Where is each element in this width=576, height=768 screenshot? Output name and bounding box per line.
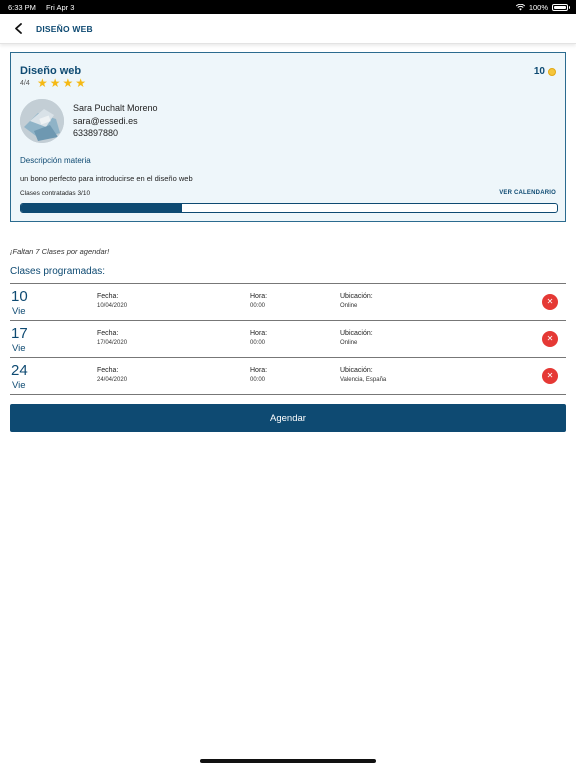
delete-class-button[interactable]	[542, 294, 558, 310]
class-row	[10, 321, 566, 358]
avatar-image	[20, 99, 64, 143]
teacher-phone: 633897880	[73, 128, 119, 138]
time-label: Hora:	[250, 293, 268, 300]
date-value: 10/04/2020	[97, 303, 128, 309]
time-value: 00:00	[250, 303, 266, 309]
home-indicator	[200, 759, 376, 763]
close-icon: ✕	[546, 334, 554, 343]
class-day-number: 24	[11, 362, 28, 379]
time-value: 00:00	[250, 377, 266, 383]
date-label: Fecha:	[97, 330, 119, 337]
status-bar	[0, 0, 576, 14]
avatar	[20, 99, 64, 143]
star-icon: ★	[62, 76, 74, 90]
date-label: Fecha:	[97, 293, 119, 300]
star-icon: ★	[49, 76, 61, 90]
credits-badge	[534, 66, 556, 77]
progress-fill	[21, 204, 182, 212]
credits-value: 10	[533, 66, 545, 77]
class-row	[10, 284, 566, 321]
star-icon: ★	[37, 76, 48, 90]
schedule-button[interactable]: Agendar	[10, 404, 566, 432]
classes-list	[10, 283, 566, 395]
remaining-classes-text: ¡Faltan 7 Clases por agendar!	[10, 247, 110, 256]
back-button[interactable]	[10, 21, 26, 37]
description-text: un bono perfecto para introducirse en el diseño web	[20, 174, 193, 183]
class-weekday: Vie	[12, 306, 26, 317]
class-weekday: Vie	[12, 380, 26, 391]
delete-class-button[interactable]	[542, 368, 558, 384]
wifi-icon	[516, 4, 525, 11]
progress-label: Clases contratadas 3/10	[20, 190, 91, 197]
location-value: Valencia, España	[340, 377, 387, 383]
status-right	[516, 3, 568, 12]
class-day-number: 17	[11, 325, 28, 342]
status-date: Fri Apr 3	[46, 2, 75, 12]
time-label: Hora:	[250, 330, 268, 337]
battery-percent: 100%	[528, 2, 548, 12]
chevron-left-icon	[14, 23, 23, 34]
date-value: 17/04/2020	[97, 340, 128, 346]
teacher-name: Sara Puchalt Moreno	[73, 103, 158, 113]
delete-class-button[interactable]	[542, 331, 558, 347]
description-label: Descripción materia	[20, 156, 91, 165]
status-left	[8, 3, 82, 12]
class-day-number: 10	[11, 288, 28, 305]
teacher-email: sara@essedi.es	[73, 116, 138, 126]
location-label: Ubicación:	[340, 367, 373, 374]
close-icon: ✕	[546, 371, 554, 380]
location-value: Online	[340, 340, 358, 346]
close-icon: ✕	[546, 297, 554, 306]
time-value: 00:00	[250, 340, 266, 346]
course-card	[10, 52, 566, 222]
class-weekday: Vie	[12, 343, 26, 354]
battery-icon	[552, 4, 568, 11]
nav-bar	[0, 14, 576, 44]
classes-section-title: Clases programadas:	[10, 266, 106, 277]
coin-icon	[548, 68, 556, 76]
page-title: DISEÑO WEB	[36, 23, 93, 34]
class-row	[10, 358, 566, 395]
time-label: Hora:	[250, 367, 268, 374]
location-label: Ubicación:	[340, 293, 373, 300]
rating-stars	[37, 77, 86, 89]
view-calendar-link[interactable]: VER CALENDARIO	[499, 190, 556, 196]
progress-bar	[20, 203, 558, 213]
location-value: Online	[340, 303, 358, 309]
date-label: Fecha:	[97, 367, 119, 374]
star-icon: ★	[75, 76, 87, 90]
course-title: Diseño web	[20, 65, 82, 77]
date-value: 24/04/2020	[97, 377, 128, 383]
rating-text: 4/4	[20, 80, 30, 87]
status-time: 6:33 PM	[8, 2, 36, 12]
location-label: Ubicación:	[340, 330, 373, 337]
